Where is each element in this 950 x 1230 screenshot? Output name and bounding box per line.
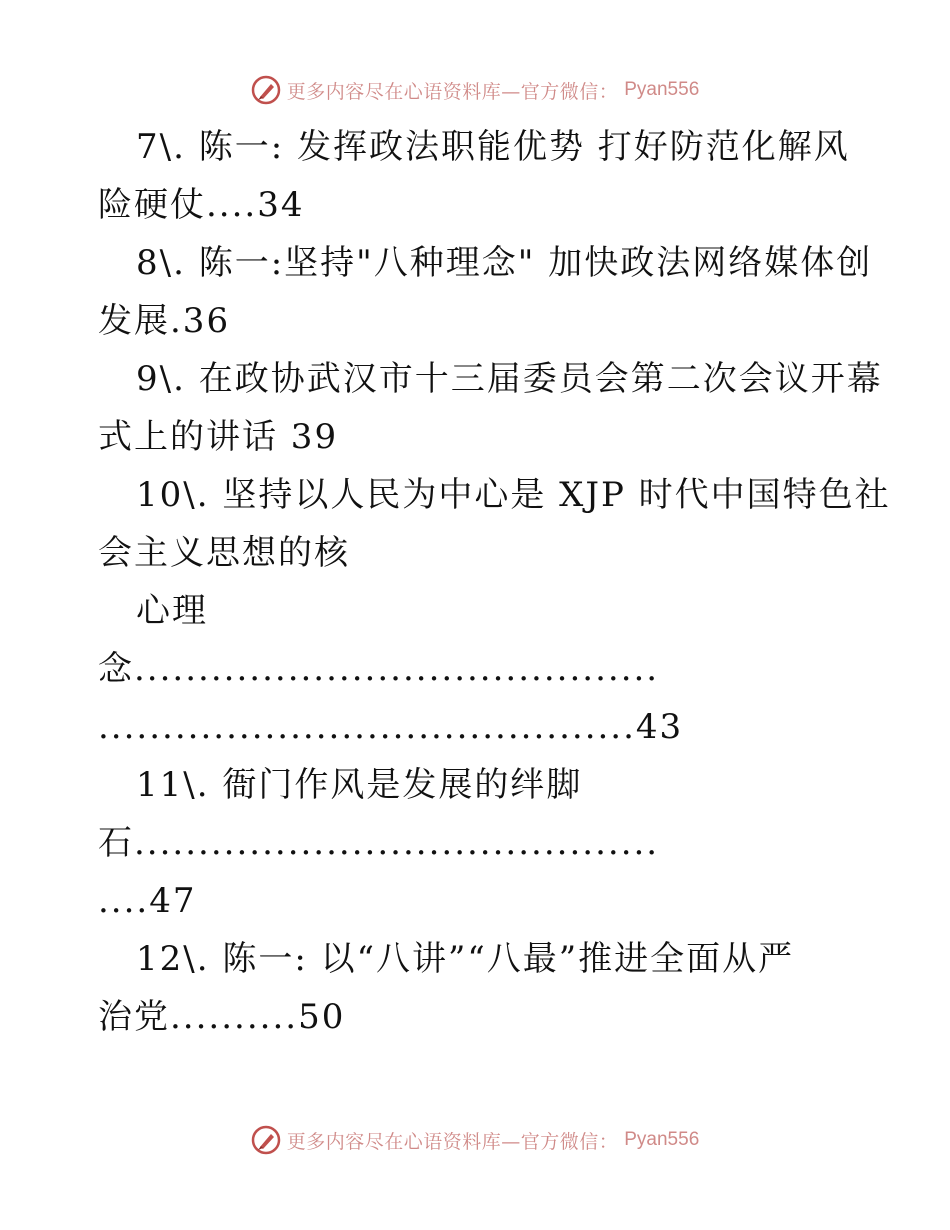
- toc-entry-10-line-5[interactable]: ..........................................43: [98, 707, 684, 747]
- toc-entry-11-line-2[interactable]: 石.........................................: [98, 823, 660, 863]
- toc-entry-8-line-2[interactable]: 发展.36: [98, 301, 231, 341]
- watermark-text: 更多内容尽在心语资料库—官方微信：: [286, 1130, 619, 1153]
- watermark-text: 更多内容尽在心语资料库—官方微信：: [286, 80, 619, 103]
- header-watermark: [0, 70, 950, 110]
- toc-entry-10-line-2[interactable]: 会主义思想的核: [98, 533, 350, 573]
- toc-entry-9-line-2[interactable]: 式上的讲话 39: [98, 417, 339, 457]
- toc-list: [98, 118, 891, 1046]
- toc-entry-12-line-1[interactable]: 12\. 陈一: 以“八讲”“八最”推进全面从严: [136, 939, 795, 979]
- toc-entry-9-line-1[interactable]: 9\. 在政协武汉市十三届委员会第二次会议开幕: [136, 359, 883, 399]
- toc-entry-10-line-1[interactable]: 10\. 坚持以人民为中心是 XJP 时代中国特色社: [136, 475, 891, 515]
- toc-entry-10-line-3[interactable]: 心理: [136, 591, 208, 631]
- pen-nib-logo-icon: [251, 75, 281, 105]
- watermark-wechat-id: Pyan556: [624, 79, 700, 100]
- toc-entry-12-line-2[interactable]: 治党..........50: [98, 997, 346, 1037]
- toc-entry-11-line-3[interactable]: ....47: [98, 881, 197, 921]
- toc-entry-7-line-1[interactable]: 7\. 陈一: 发挥政法职能优势 打好防范化解风: [136, 127, 850, 167]
- toc-entry-11-line-1[interactable]: 11\. 衙门作风是发展的绊脚: [136, 765, 583, 805]
- watermark-wechat-id: Pyan556: [624, 1129, 700, 1150]
- toc-entry-8-line-1[interactable]: 8\. 陈一:坚持"八种理念" 加快政法网络媒体创: [136, 243, 873, 283]
- pen-nib-logo-icon: [251, 1125, 281, 1155]
- footer-watermark: [0, 1120, 950, 1160]
- toc-entry-10-line-4[interactable]: 念.........................................: [98, 649, 660, 689]
- toc-entry-7-line-2[interactable]: 险硬仗....34: [98, 185, 305, 225]
